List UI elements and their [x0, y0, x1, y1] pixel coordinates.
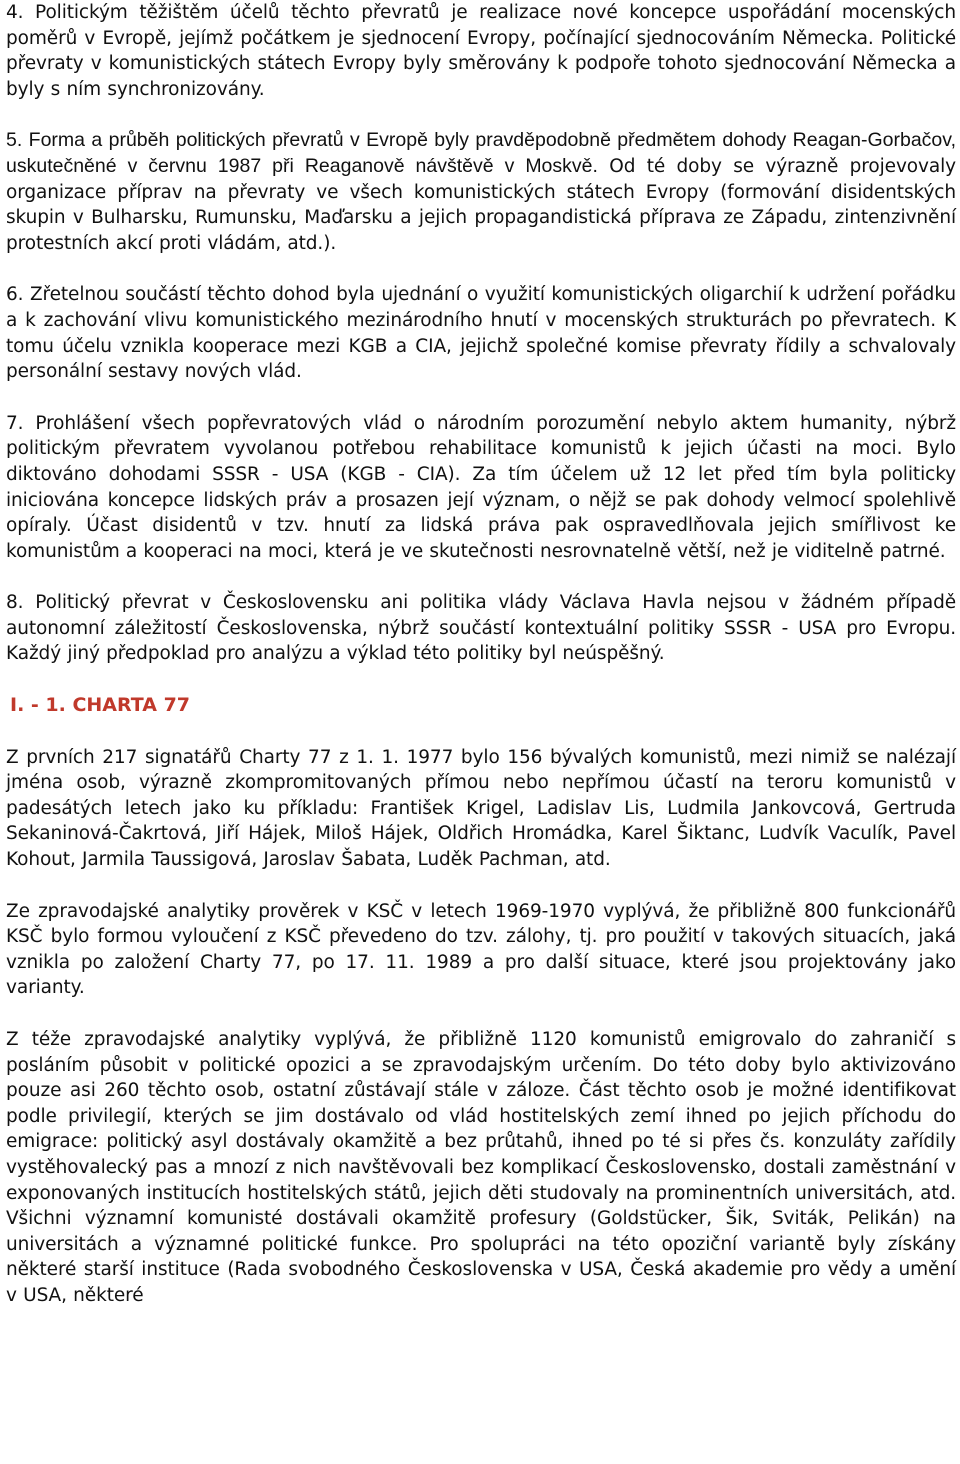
section-heading: I. - 1. CHARTA 77 — [10, 694, 191, 717]
paragraph-8: 8. Politický převrat v Československu ani politika vlády Václava Havla nejsou v žádném případě autonomní záležitostí Československa, nýbrž součástí kontextuální politiky SSSR - USA pro Evropu. Každý jiný předpoklad pro analýzu a výklad této politiky byl neúspěšný. — [6, 592, 956, 665]
paragraph-5 — [6, 128, 956, 256]
paragraph-5-rest: Od té doby se výrazně projevovaly organizace příprav na převraty ve všech komunistických státech Evropy (formování disidentských skupin v Bulharsku, Rumunsku, Maďarsku a jejich propagandistická příprava ze Západu, zintenzivnění protestních akcí proti vládám, atd.). — [6, 155, 956, 254]
paragraph-emigrants: Z téže zpravodajské analytiky vyplývá, že přibližně 1120 komunistů emigrovalo do zahraničí s posláním působit v politické opozici a se zpravodajským určením. Do této doby bylo aktivizováno pouze asi 260 těchto osob, ostatní zůstávají stále v záloze. Část těchto osob je možné identifikovat podle privilegií, kterých se jim dostávalo od vlád hostitelských zemí ihned po jejich příchodu do emigrace: politický asyl dostávaly okamžitě a bez průtahů, ihned po té si přes čs. konzuláty zařídily vystěhovalecký pas a mnozí z nich navštěvovali bez komplikací Československo, dostali zaměstnání v exponovaných institucích hostitelských států, jejich děti studovaly na prominentních universitách, atd. Všichni významní komunisté dostávali okamžitě profesury (Goldstücker, Šik, Sviták, Pelikán) na universitách a významné politické funkce. Pro spolupráci na této opoziční variantě byly získány některé starší instituce (Rada svobodného Československa v USA, Česká akademie pro vědy a umění v USA, některé — [6, 1029, 956, 1306]
paragraph-signatories: Z prvních 217 signatářů Charty 77 z 1. 1. 1977 bylo 156 bývalých komunistů, mezi nimiž se nalézají jména osob, výrazně zkompromitovaných přímou nebo nepřímou účastí na teroru komunistů v padesátých letech jako ku příkladu: František Krigel, Ladislav Lis, Ludmila Jankovcová, Gertruda Sekaninová-Čakrtová, Jiří Hájek, Miloš Hájek, Oldřich Hromádka, Karel Šiktanc, Ludvík Vaculík, Pavel Kohout, Jarmila Taussigová, Jaroslav Šabata, Luděk Pachman, atd. — [6, 746, 956, 871]
paragraph-7: 7. Prohlášení všech popřevratových vlád o národním porozumění nebylo aktem humanity, nýbrž politickým převratem vyvolanou potřebou rehabilitace komunistů k jejich účasti na moci. Bylo diktováno dohodami SSSR - USA (KGB - CIA). Za tím účelem už 12 let před tím byla politicky iniciována koncepce lidských práv a prosazen její význam, o nějž se pak dohody velmocí spolehlivě opíraly. Účast disidentů v tzv. hnutí za lidská práva pak ospravedlňovala jejich smířlivost ke komunistům a kooperaci na moci, která je ve skutečnosti nesrovnatelně větší, než je viditelně patrné. — [6, 412, 956, 562]
paragraph-6: 6. Zřetelnou součástí těchto dohod byla ujednání o využití komunistických oligarchií k udržení pořádku a k zachování vlivu komunistického mezinárodního hnutí v mocenských strukturách po převratech. K tomu účelu vznikla kooperace mezi KGB a CIA, jejichž společné komise převraty řídily a schvalovaly personální sestavy nových vlád. — [6, 284, 956, 383]
paragraph-reserve-functionaries: Ze zpravodajské analytiky prověrek v KSČ v letech 1969-1970 vyplývá, že přibližně 800 funkcionářů KSČ bylo formou vyloučení z KSČ převedeno do tzv. zálohy, tj. pro použití v takových situacích, jaká vznikla po založení Charty 77, po 17. 11. 1989 a pro další situace, které jsou projektovány jako varianty. — [6, 900, 956, 999]
paragraph-4: 4. Politickým těžištěm účelů těchto převratů je realizace nové koncepce uspořádání mocenských poměrů v Evropě, jejímž počátkem je sjednocení Evropy, počínající sjednocováním Německa. Politické převraty v komunistických státech Evropy byly směrovány k podpoře tohoto sjednocování Německa a byly s ním synchronizovány. — [6, 2, 956, 100]
paragraph-5-first-sentence: 5. Forma a průběh politických převratů v Evropě byly pravděpodobně předmětem dohody Reagan-Gorbačov, uskutečněné v červnu 1987 při Reaganově návštěvě v Moskvě. — [6, 129, 956, 177]
document-page — [6, 0, 956, 1309]
